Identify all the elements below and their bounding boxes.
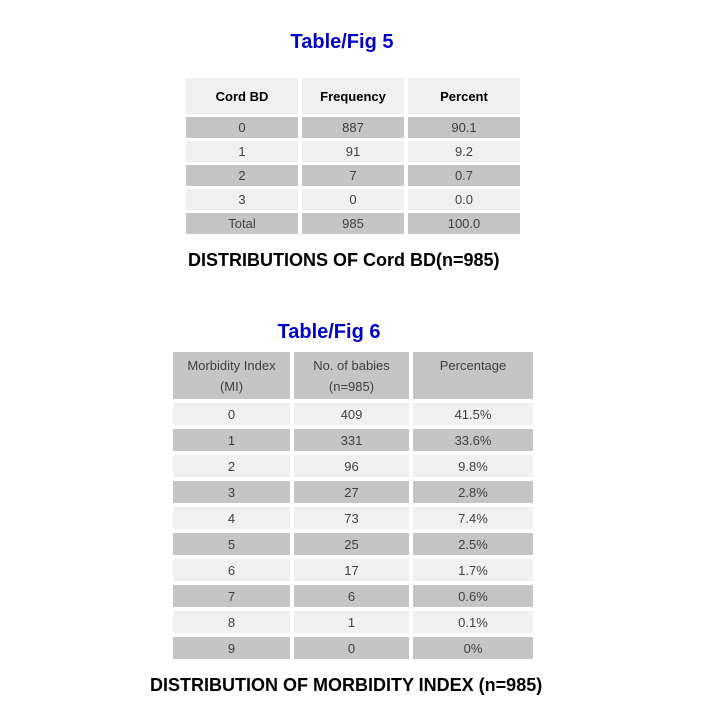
fig5-table [186,78,520,234]
fig6-cell: 96 [294,455,409,477]
fig5-total-cell: 985 [302,213,404,234]
fig6-cell: 4 [173,507,290,529]
fig5-cell: 90.1 [408,117,520,138]
fig6-cell: 0.1% [413,611,533,633]
fig6-cell: 1.7% [413,559,533,581]
fig6-cell: 3 [173,481,290,503]
fig6-cell: 7 [173,585,290,607]
fig5-cell: 1 [186,141,298,162]
fig6-col-header-line1: Morbidity Index [187,358,276,373]
fig5-cell: 0 [186,117,298,138]
fig5-col-header: Frequency [302,78,404,114]
fig5-cell: 9.2 [408,141,520,162]
fig5-cell: 2 [186,165,298,186]
fig6-cell: 2 [173,455,290,477]
fig5-cell: 0.7 [408,165,520,186]
fig5-col-header: Percent [408,78,520,114]
fig6-cell: 8 [173,611,290,633]
fig6-cell: 9.8% [413,455,533,477]
fig6-col-header [294,352,409,399]
fig5-title: Table/Fig 5 [290,31,394,53]
fig6-col-header-line2: (MI) [219,379,244,394]
fig6-cell: 2.8% [413,481,533,503]
fig6-cell: 6 [294,585,409,607]
fig6-cell: 73 [294,507,409,529]
fig6-col-header-line1: Percentage [439,358,507,373]
fig6-cell: 1 [294,611,409,633]
fig6-cell: 0.6% [413,585,533,607]
fig5-cell: 887 [302,117,404,138]
fig6-cell: 5 [173,533,290,555]
fig6-cell: 17 [294,559,409,581]
fig6-cell: 27 [294,481,409,503]
fig6-col-header [413,352,533,399]
fig6-cell: 409 [294,403,409,425]
fig6-col-header-line1: No. of babies [313,358,390,373]
fig6-title: Table/Fig 6 [277,321,381,343]
fig5-cell: 0 [302,189,404,210]
fig6-cell: 2.5% [413,533,533,555]
fig5-cell: 3 [186,189,298,210]
fig6-col-header-line2: (n=985) [328,379,375,394]
fig6-cell: 7.4% [413,507,533,529]
fig6-cell: 9 [173,637,290,659]
fig6-cell: 0% [413,637,533,659]
fig5-caption: DISTRIBUTIONS OF Cord BD(n=985) [188,250,500,270]
fig6-cell: 0 [294,637,409,659]
fig6-cell: 6 [173,559,290,581]
fig6-caption: DISTRIBUTION OF MORBIDITY INDEX (n=985) [150,675,543,695]
fig5-col-header: Cord BD [186,78,298,114]
fig5-cell: 7 [302,165,404,186]
fig5-cell: 0.0 [408,189,520,210]
fig5-total-cell: 100.0 [408,213,520,234]
fig6-cell: 331 [294,429,409,451]
fig6-cell: 1 [173,429,290,451]
fig6-cell: 0 [173,403,290,425]
fig6-cell: 41.5% [413,403,533,425]
fig6-cell: 25 [294,533,409,555]
fig6-table [173,352,533,659]
fig6-col-header [173,352,290,399]
fig6-cell: 33.6% [413,429,533,451]
fig5-total-cell: Total [186,213,298,234]
fig5-cell: 91 [302,141,404,162]
